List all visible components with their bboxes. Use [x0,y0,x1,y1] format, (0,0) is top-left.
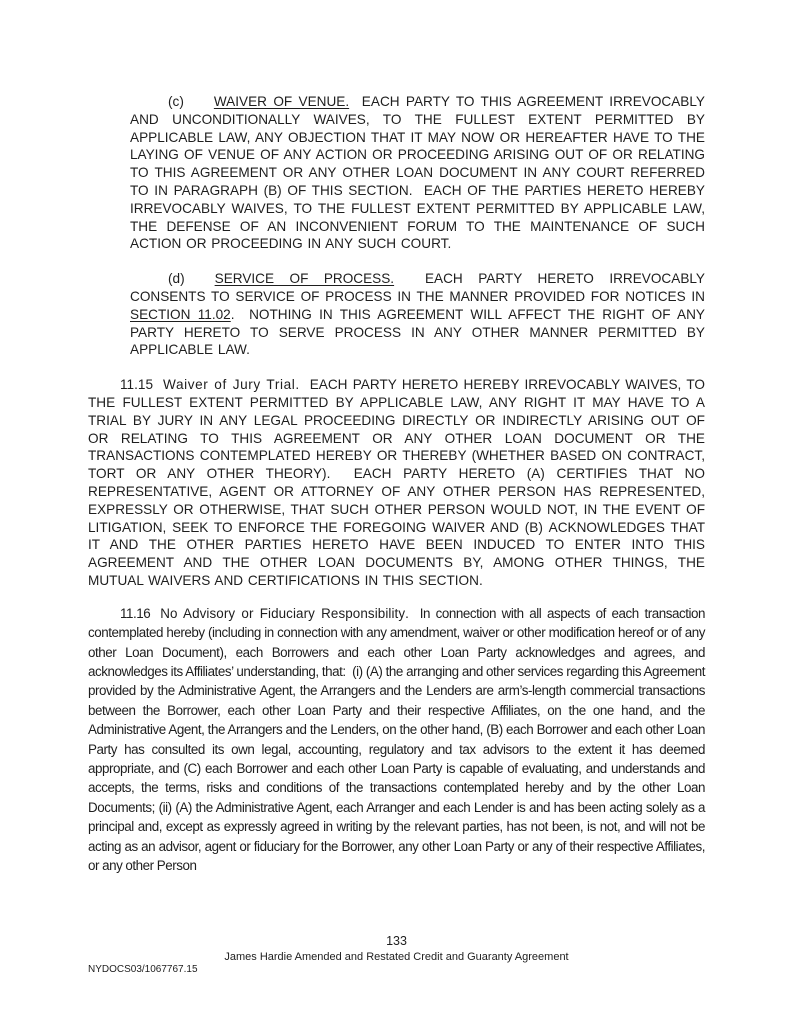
page-content [88,93,705,889]
footer-document-title: James Hardie Amended and Restated Credit and Guaranty Agreement [224,951,569,963]
paragraph-no-advisory-or-fiduciary-responsibility [88,604,705,876]
page-number: 133 [386,934,407,948]
underlined-text-run: SERVICE OF PROCESS. [214,271,395,287]
text-run: 11.15 [120,377,154,393]
text-run: EACH PARTY TO THIS AGREEMENT IRREVOCABLY AND UNCONDITIONALLY WAIVES, TO THE FULLEST EXTENT PERMITTED BY APPLICABLE LAW, ANY OBJECTION THAT IT MAY NOW OR HEREAFTER HAVE TO THE LAYING OF VENUE OF ANY ACTION OR PROCEEDING ARISING OUT OF OR RELATING TO THIS AGREEMENT OR ANY OTHER LOAN DOCUMENT IN ANY COURT REFERRED TO IN PARAGRAPH (B) OF THIS SECTION. EACH OF THE PARTIES HERETO HEREBY IRREVOCABLY WAIVES, TO THE FULLEST EXTENT PERMITTED BY APPLICABLE LAW, THE DEFENSE OF AN INCONVENIENT FORUM TO THE MAINTENANCE OF SUCH ACTION OR PROCEEDING IN ANY SUCH COURT. [130,94,705,252]
paragraph-service-of-process [130,270,705,359]
text-run: (c) [168,94,184,109]
footer-doc-control-number: NYDOCS03/1067767.15 [88,964,198,975]
text-run: EACH PARTY HERETO IRREVOCABLY CONSENTS TO SERVICE OF PROCESS IN THE MANNER PROVIDED FOR NOTICES IN [130,271,706,304]
text-run: . NOTHING IN THIS AGREEMENT WILL AFFECT THE RIGHT OF ANY PARTY HERETO TO SERVE PROCESS IN ANY OTHER MANNER PERMITTED BY APPLICABLE LAW. [130,306,705,358]
text-run: (d) [168,271,185,287]
text-run: 11.16 [120,605,151,621]
text-run: . EACH PARTY HERETO HEREBY IRREVOCABLY WAIVES, TO THE FULLEST EXTENT PERMITTED BY APPLICABLE LAW, ANY RIGHT IT MAY HAVE TO A TRIAL BY JURY IN ANY LEGAL PROCEEDING DIRECTLY OR INDIRECTLY ARISING OUT OF OR RELATING TO THIS AGREEMENT OR ANY OTHER LOAN DOCUMENT OR THE TRANSACTIONS CONTEMPLATED HEREBY OR THEREBY (WHETHER BASED ON CONTRACT, TORT OR ANY OTHER THEORY). EACH PARTY HERETO (A) CERTIFIES THAT NO REPRESENTATIVE, AGENT OR ATTORNEY OF ANY OTHER PERSON HAS REPRESENTED, EXPRESSLY OR OTHERWISE, THAT SUCH OTHER PERSON WOULD NOT, IN THE EVENT OF LITIGATION, SEEK TO ENFORCE THE FOREGOING WAIVER AND (B) ACKNOWLEDGES THAT IT AND THE OTHER PARTIES HERETO HAVE BEEN INDUCED TO ENTER INTO THIS AGREEMENT AND THE OTHER LOAN DOCUMENTS BY, AMONG OTHER THINGS, THE MUTUAL WAIVERS AND CERTIFICATIONS IN THIS SECTION. [88,377,706,588]
section-title-run: Waiver of Jury Trial [163,377,296,393]
underlined-text-run: WAIVER OF VENUE. [213,94,350,109]
underlined-text-run: SECTION 11.02 [130,306,231,322]
section-title-run: No Advisory or Fiduciary Responsibility [160,605,406,621]
paragraph-waiver-of-venue [130,93,705,253]
paragraph-waiver-of-jury-trial [88,376,705,590]
text-run: . In connection with all aspects of each transaction contemplated hereby (including in connection with any amendment, waiver or other modification hereof or of any other Loan Document), each Borrowers and each other Loan Party acknowledges and agrees, and acknowledges its Affiliates’ understanding, that: (i) (A) the arranging and other services regarding this Agreement provided by the Administrative Agent, the Arrangers and the Lenders are arm’s-length commercial transactions between the Borrower, each other Loan Party and their respective Affiliates, on the one hand, and the Administrative Agent, the Arrangers and the Lenders, on the other hand, (B) each Borrower and each other Loan Party has consulted its own legal, accounting, regulatory and tax advisors to the extent it has deemed appropriate, and (C) each Borrower and each other Loan Party is capable of evaluating, and understands and accepts, the terms, risks and conditions of the transactions contemplated hereby and by the other Loan Documents; (ii) (A) the Administrative Agent, each Arranger and each Lender is and has been acting solely as a principal and, except as expressly agreed in writing by the relevant parties, has not been, is not, and will not be acting as an advisor, agent or fiduciary for the Borrower, any other Loan Party or any of their respective Affiliates, or any other Person [88,605,706,873]
